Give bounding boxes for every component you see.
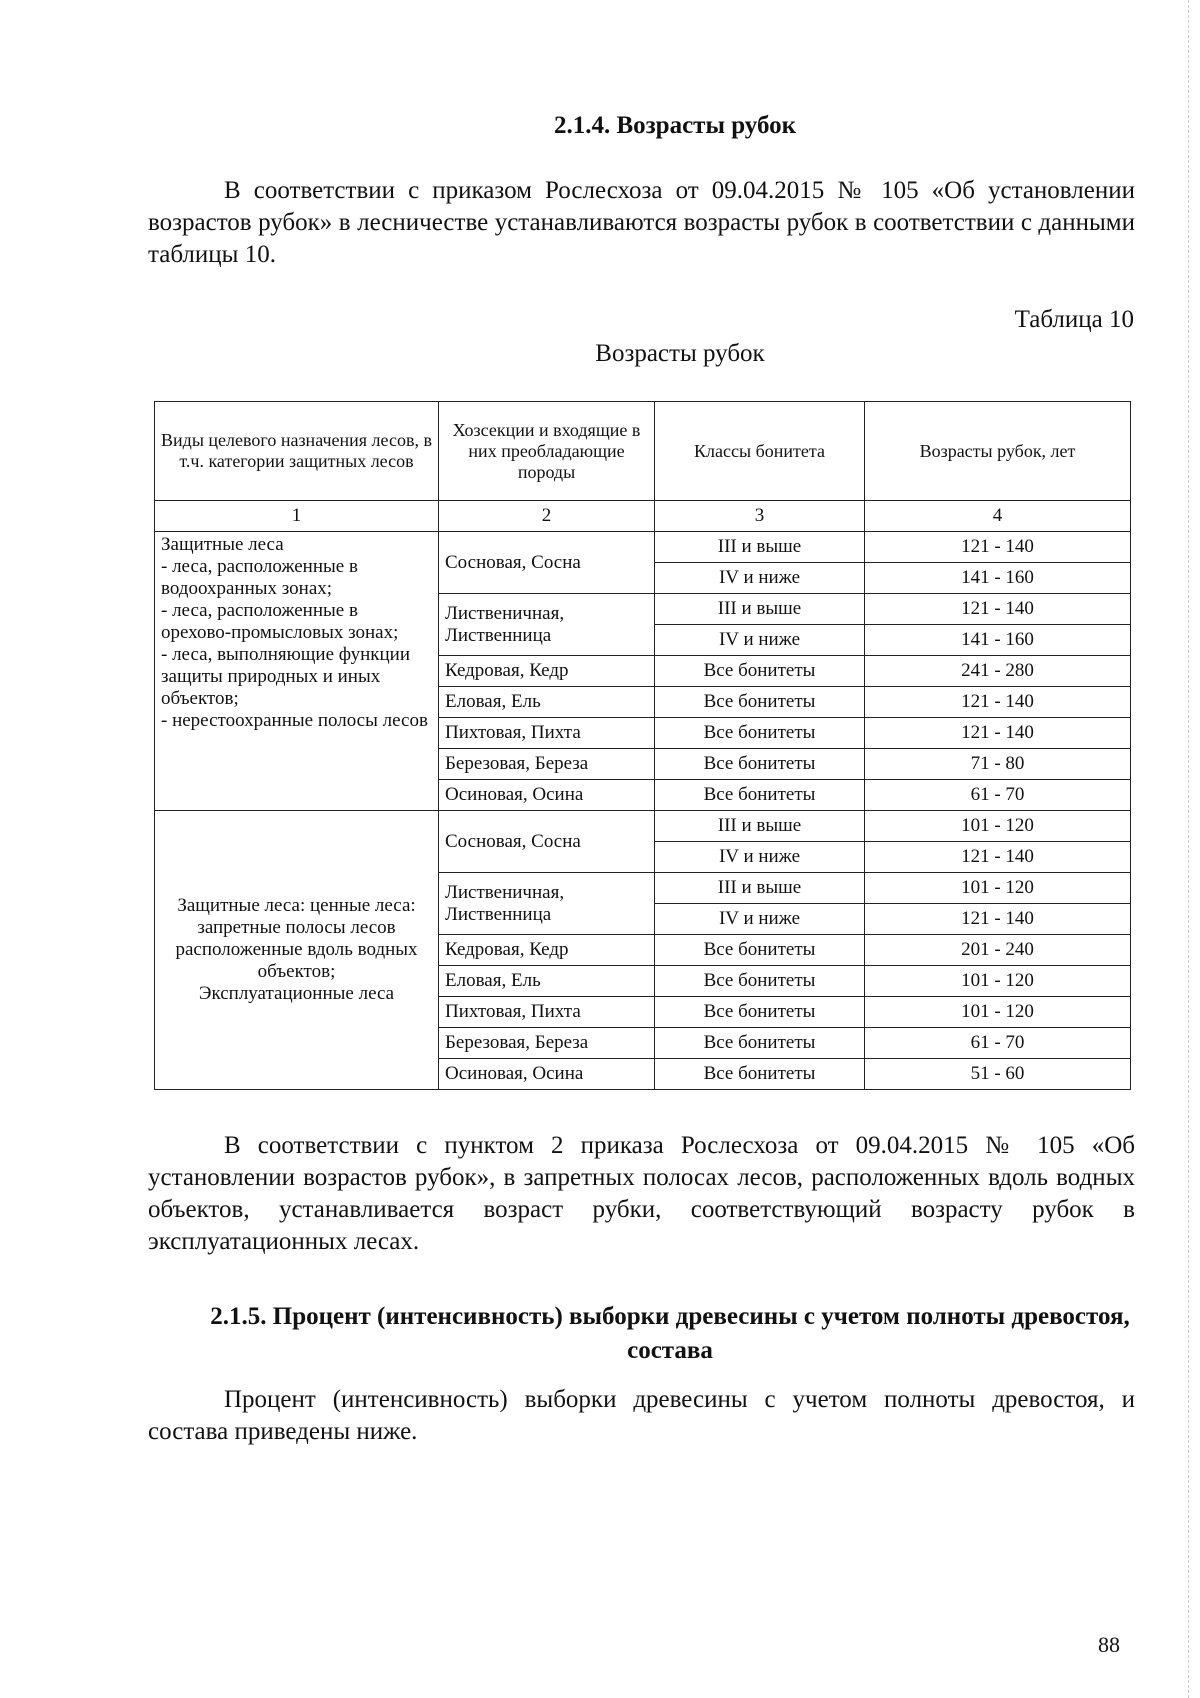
economic-section-cell: Лиственичная, Лиственница: [439, 873, 655, 935]
cutting-age-cell: 121 - 140: [865, 594, 1131, 625]
cutting-age-cell: 51 - 60: [865, 1059, 1131, 1090]
economic-section-cell: Сосновая, Сосна: [439, 811, 655, 873]
cutting-age-cell: 241 - 280: [865, 656, 1131, 687]
intro-paragraph: В соответствии с приказом Рослесхоза от 09.04.2015 № 105 «Об установлении возрастов рубок» в лесничестве устанавливаются возрасты рубок в соответствии с данными таблицы 10.: [148, 177, 1135, 268]
cutting-age-cell: 121 - 140: [865, 532, 1131, 563]
cutting-age-cell: 61 - 70: [865, 780, 1131, 811]
table-title: Возрасты рубок: [595, 340, 765, 367]
site-class-cell: IV и ниже: [655, 842, 865, 873]
cutting-age-cell: 141 - 160: [865, 625, 1131, 656]
cutting-age-cell: 121 - 140: [865, 904, 1131, 935]
site-class-cell: Все бонитеты: [655, 935, 865, 966]
site-class-cell: Все бонитеты: [655, 1028, 865, 1059]
column-number: 2: [439, 501, 655, 532]
site-class-cell: IV и ниже: [655, 625, 865, 656]
cutting-ages-table: [154, 401, 1131, 1090]
forest-category-cell: [155, 532, 439, 811]
table-header-row: [155, 402, 1131, 501]
table-label: Таблица 10: [1014, 306, 1134, 333]
section-heading-2-1-4: 2.1.4. Возрасты рубок: [553, 112, 797, 139]
site-class-cell: Все бонитеты: [655, 1059, 865, 1090]
column-number: 1: [155, 501, 439, 532]
section-2-paragraph: Процент (интенсивность) выборки древесины с учетом полноты древостоя, и состава приведены ниже.: [148, 1386, 1135, 1445]
site-class-cell: Все бонитеты: [655, 997, 865, 1028]
cutting-age-cell: 71 - 80: [865, 749, 1131, 780]
cutting-age-cell: 101 - 120: [865, 997, 1131, 1028]
site-class-cell: IV и ниже: [655, 563, 865, 594]
page-number: 88: [1098, 1632, 1120, 1657]
site-class-cell: III и выше: [655, 811, 865, 842]
site-class-cell: IV и ниже: [655, 904, 865, 935]
cutting-age-cell: 201 - 240: [865, 935, 1131, 966]
cutting-age-cell: 101 - 120: [865, 966, 1131, 997]
forest-category-line: Защитные леса: [161, 534, 284, 555]
column-number: 4: [865, 501, 1131, 532]
header-cutting-age: Возрасты рубок, лет: [865, 402, 1131, 501]
forest-category-line: - леса, выполняющие функции защиты природных и иных объектов;: [161, 644, 411, 709]
forest-category-line: - леса, расположенные в водоохранных зонах;: [161, 556, 358, 599]
site-class-cell: Все бонитеты: [655, 656, 865, 687]
cutting-age-cell: 101 - 120: [865, 873, 1131, 904]
forest-category-line: - леса, расположенные в орехово-промысловых зонах;: [161, 600, 399, 643]
section-heading-2-1-5: 2.1.5. Процент (интенсивность) выборки древесины с учетом полноты древостоя, состава: [210, 1303, 1130, 1364]
economic-section-cell: Сосновая, Сосна: [439, 532, 655, 594]
economic-section-cell: Еловая, Ель: [439, 687, 655, 718]
economic-section-cell: Кедровая, Кедр: [439, 656, 655, 687]
scan-edge-line: [1188, 0, 1189, 1698]
economic-section-cell: Еловая, Ель: [439, 966, 655, 997]
economic-section-cell: Пихтовая, Пихта: [439, 718, 655, 749]
site-class-cell: III и выше: [655, 532, 865, 563]
column-number-row: [155, 501, 1131, 532]
economic-section-cell: Березовая, Береза: [439, 1028, 655, 1059]
economic-section-cell: Лиственичная, Лиственница: [439, 594, 655, 656]
cutting-age-cell: 121 - 140: [865, 718, 1131, 749]
column-number: 3: [655, 501, 865, 532]
site-class-cell: Все бонитеты: [655, 966, 865, 997]
cutting-age-cell: 121 - 140: [865, 842, 1131, 873]
economic-section-cell: Осиновая, Осина: [439, 780, 655, 811]
economic-section-cell: Пихтовая, Пихта: [439, 997, 655, 1028]
site-class-cell: Все бонитеты: [655, 780, 865, 811]
note-paragraph: В соответствии с пунктом 2 приказа Рослесхоза от 09.04.2015 № 105 «Об установлении возрастов рубок», в запретных полосах лесов, расположенных вдоль водных объектов, устанавливается возраст рубки, соответствующий возрасту рубок в эксплуатационных лесах.: [148, 1132, 1135, 1255]
cutting-age-cell: 121 - 140: [865, 687, 1131, 718]
site-class-cell: III и выше: [655, 594, 865, 625]
site-class-cell: Все бонитеты: [655, 749, 865, 780]
site-class-cell: Все бонитеты: [655, 718, 865, 749]
cutting-age-cell: 61 - 70: [865, 1028, 1131, 1059]
economic-section-cell: Кедровая, Кедр: [439, 935, 655, 966]
header-economic-section: Хозсекции и входящие в них преобладающие породы: [439, 402, 655, 501]
economic-section-cell: Осиновая, Осина: [439, 1059, 655, 1090]
site-class-cell: III и выше: [655, 873, 865, 904]
forest-category-line: Эксплуатационные леса: [198, 983, 395, 1004]
table-row: [155, 532, 1131, 563]
cutting-age-cell: 101 - 120: [865, 811, 1131, 842]
forest-category-line: - нерестоохранные полосы лесов: [161, 710, 428, 731]
header-forest-purpose: Виды целевого назначения лесов, в т.ч. категории защитных лесов: [155, 402, 439, 501]
forest-category-line: Защитные леса: ценные леса: запретные полосы лесов расположенные вдоль водных объектов;: [175, 895, 418, 982]
table-row: [155, 811, 1131, 842]
economic-section-cell: Березовая, Береза: [439, 749, 655, 780]
cutting-age-cell: 141 - 160: [865, 563, 1131, 594]
forest-category-cell: [155, 811, 439, 1090]
header-site-class: Классы бонитета: [655, 402, 865, 501]
site-class-cell: Все бонитеты: [655, 687, 865, 718]
